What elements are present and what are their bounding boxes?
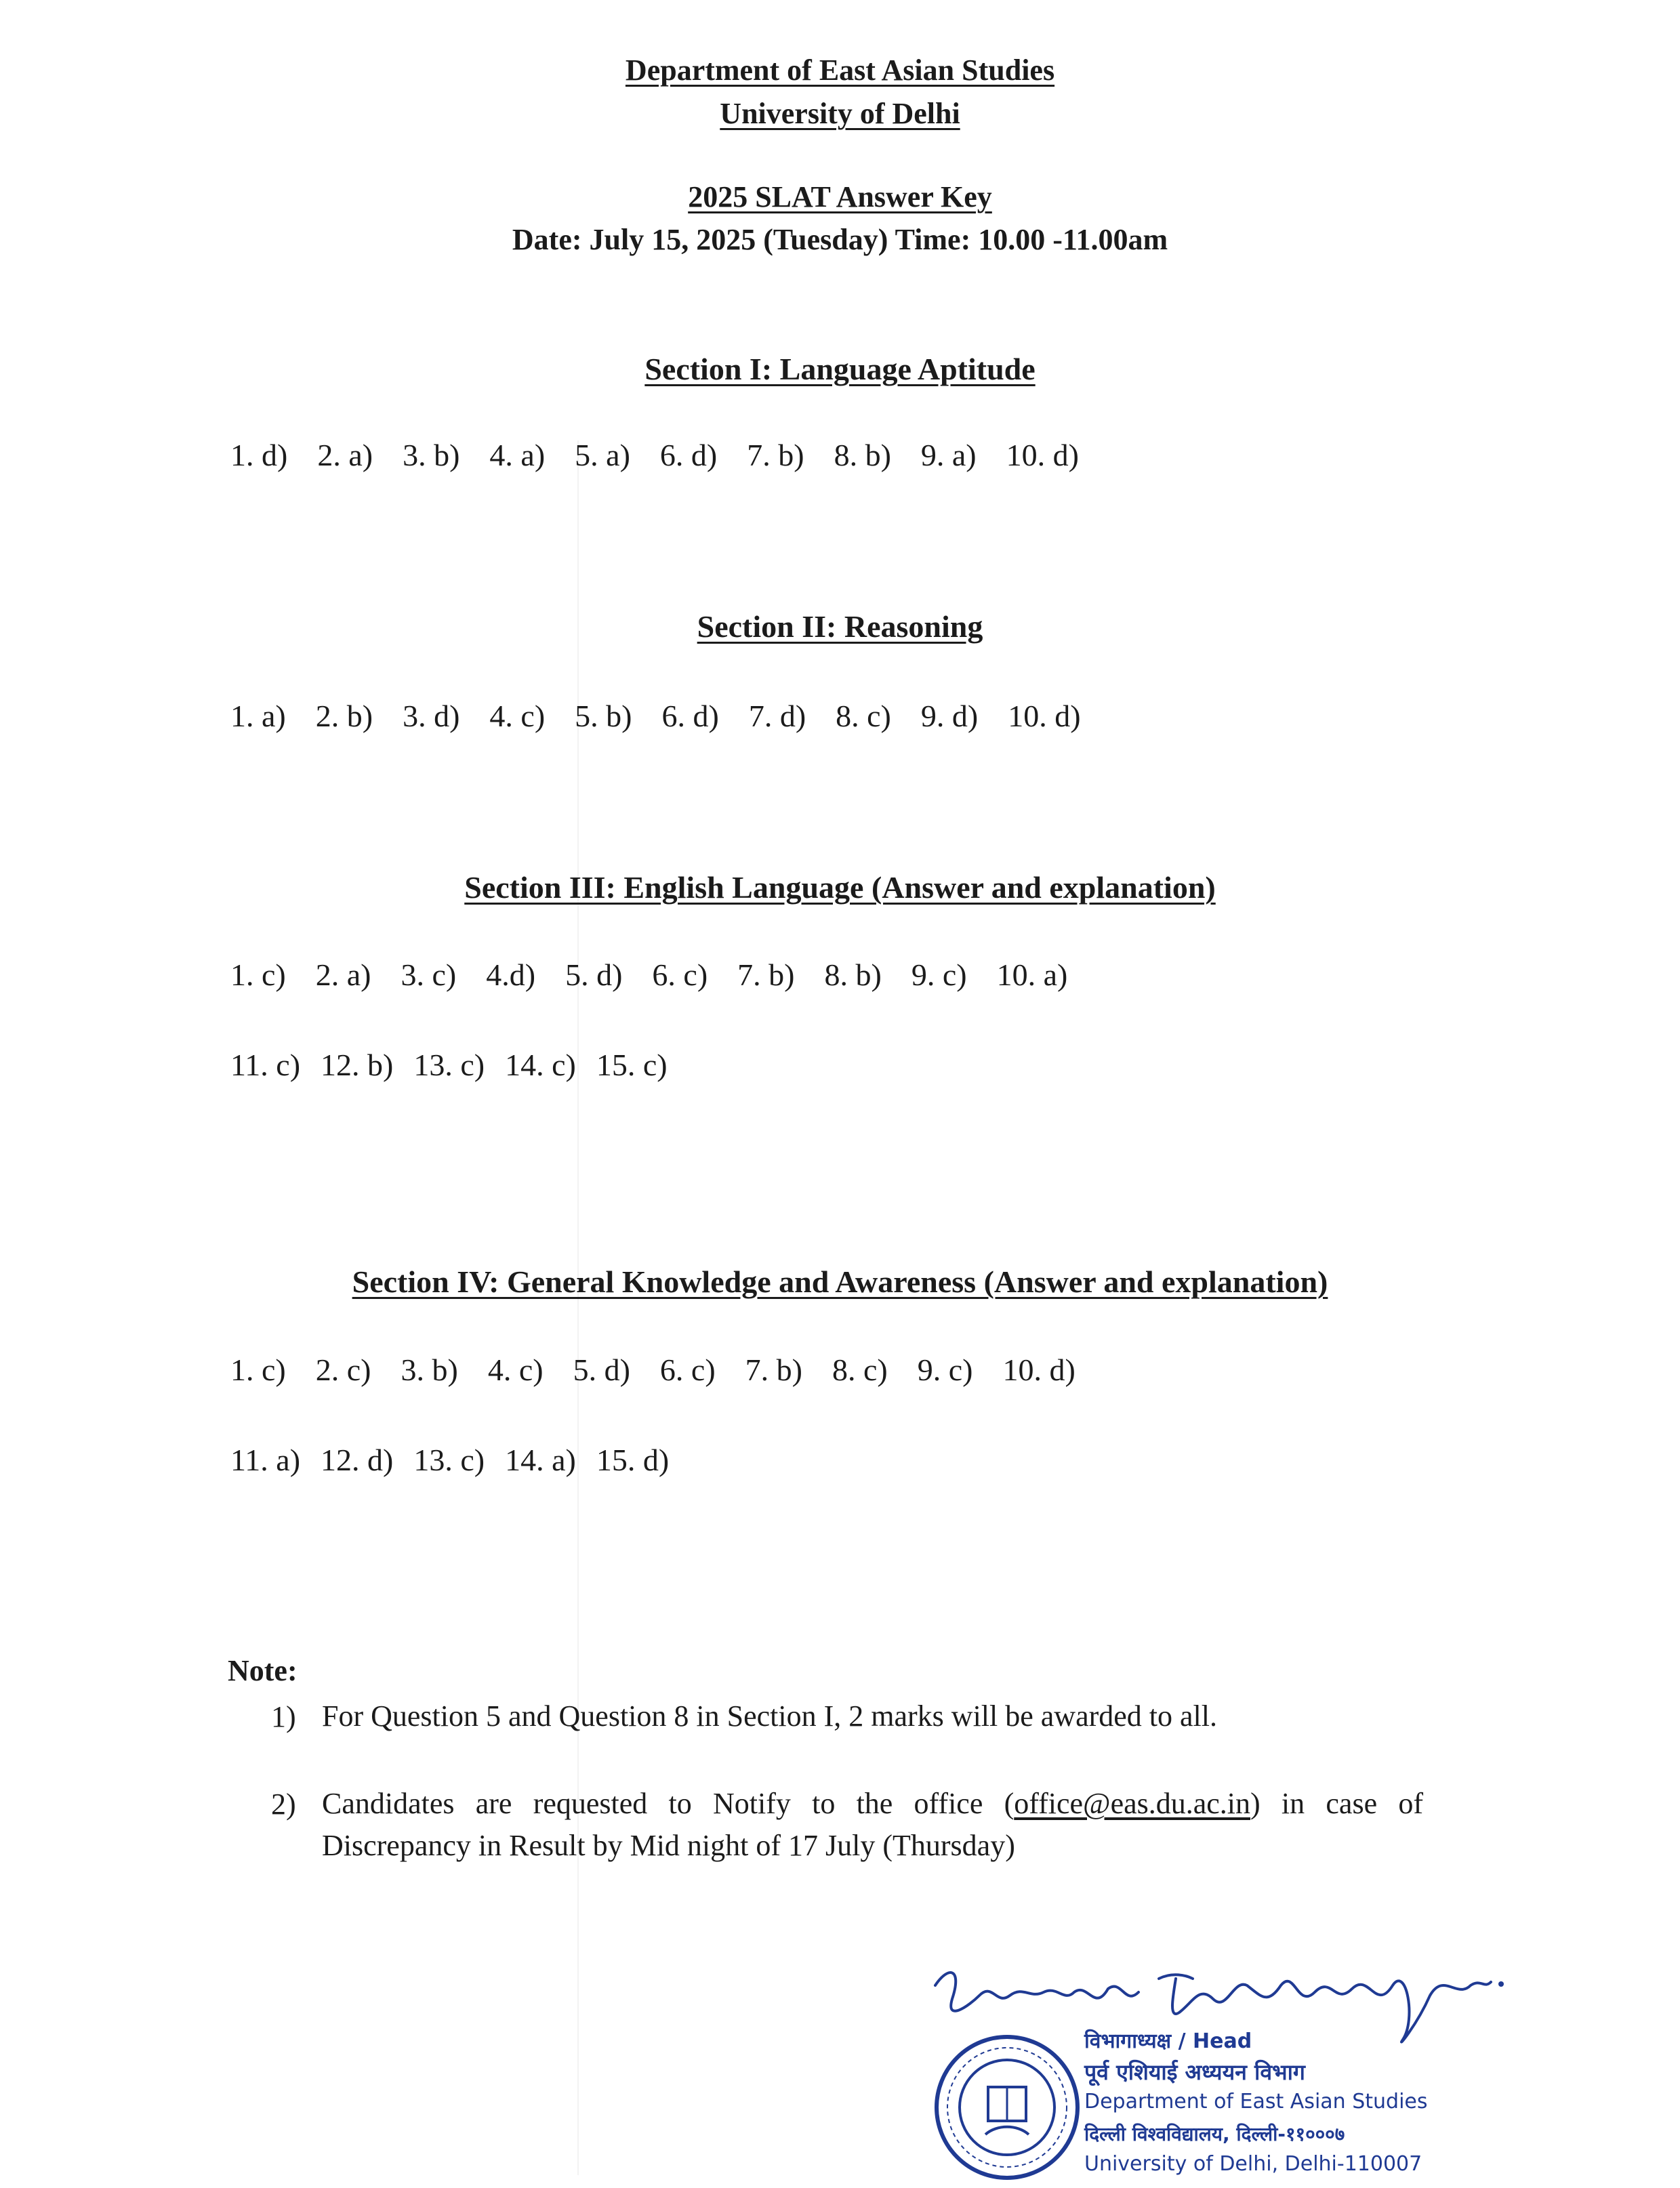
answer: 2. b): [315, 699, 373, 733]
section-3-answers-row-2: [230, 1047, 668, 1083]
answer: 13. c): [413, 1443, 485, 1477]
university-heading: University of Delhi: [720, 97, 960, 130]
answer: 10. d): [1006, 438, 1079, 472]
note-item-number: 1): [271, 1700, 296, 1733]
stamp-head: विभागाध्यक्ष / Head: [1084, 2029, 1252, 2053]
answer: 4. c): [487, 1353, 544, 1387]
answer: 2. a): [317, 438, 373, 472]
answer: 1. c): [230, 957, 286, 992]
answer: 1. c): [230, 1353, 286, 1387]
section-3-title: Section III: English Language (Answer and explanation): [464, 870, 1216, 905]
answer: 10. a): [996, 957, 1068, 992]
answer: 3. b): [401, 1353, 458, 1387]
section-4-title: Section IV: General Knowledge and Awareness (Answer and explanation): [352, 1264, 1328, 1299]
note-label: Note:: [228, 1654, 298, 1687]
answer: 11. a): [230, 1443, 301, 1477]
answer: 6. c): [652, 957, 708, 992]
answer: 14. c): [505, 1048, 576, 1082]
answer: 11. c): [230, 1048, 301, 1082]
answer: 3. d): [403, 699, 460, 733]
department-heading: Department of East Asian Studies: [625, 54, 1055, 87]
section-4-answers-row-2: [230, 1442, 669, 1478]
answer: 6. c): [659, 1353, 716, 1387]
office-email-link[interactable]: office@eas.du.ac.in: [1014, 1787, 1251, 1820]
answer: 8. c): [832, 1353, 888, 1387]
answer: 5. d): [573, 1353, 630, 1387]
answer: 4. c): [489, 699, 546, 733]
section-2-title: Section II: Reasoning: [697, 609, 983, 644]
section-2-answers-row: [230, 698, 1081, 734]
answer: 3. c): [401, 957, 457, 992]
section-4-answers-row-1: [230, 1352, 1075, 1388]
university-seal: [933, 2033, 1082, 2182]
answer: 8. c): [836, 699, 891, 733]
section-1-answers-row: [230, 437, 1079, 473]
stamp-department-hindi: पूर्व एशियाई अध्ययन विभाग: [1084, 2059, 1305, 2085]
answer: 8. b): [834, 438, 891, 472]
answer: 15. c): [596, 1048, 668, 1082]
answer: 6. d): [661, 699, 719, 733]
note-item-text: For Question 5 and Question 8 in Section I, 2 marks will be awarded to all.: [322, 1699, 1217, 1733]
answer: 6. d): [659, 438, 718, 472]
answer: 10. d): [1008, 699, 1081, 733]
stamp-university-english: University of Delhi, Delhi-110007: [1084, 2152, 1422, 2176]
answer: 13. c): [413, 1048, 485, 1082]
answer: 12. d): [321, 1443, 394, 1477]
answer: 9. d): [920, 699, 979, 733]
answer: 1. a): [230, 699, 286, 733]
answer: 4.d): [486, 957, 536, 992]
answer: 9. c): [917, 1353, 973, 1387]
answer: 5. a): [575, 438, 630, 472]
section-3-answers-row-1: [230, 957, 1067, 993]
answer: 14. a): [505, 1443, 576, 1477]
answer: 7. b): [745, 1353, 802, 1387]
answer: 2. c): [315, 1353, 371, 1387]
answer: 5. b): [575, 699, 632, 733]
answer: 15. d): [596, 1443, 670, 1477]
answer: 1. d): [230, 438, 288, 472]
answer: 7. d): [748, 699, 806, 733]
note-text-before: Candidates are requested to Notify to the office (: [322, 1787, 1015, 1820]
answer: 7. b): [737, 957, 795, 992]
exam-datetime: Date: July 15, 2025 (Tuesday) Time: 10.00 -11.00am: [512, 223, 1168, 256]
answer: 9. c): [911, 957, 967, 992]
note-text-after: ) in case of Discrepancy in Result by Mid night of 17 July (Thursday): [322, 1787, 1423, 1862]
answer: 4. a): [489, 438, 546, 472]
answer: 5. d): [565, 957, 623, 992]
answer: 7. b): [747, 438, 804, 472]
document-title: 2025 SLAT Answer Key: [688, 180, 992, 213]
answer: 10. d): [1002, 1353, 1075, 1387]
answer: 2. a): [315, 957, 371, 992]
answer: 12. b): [321, 1048, 394, 1082]
stamp-university-hindi: दिल्ली विश्वविद्यालय, दिल्ली-११०००७: [1084, 2123, 1345, 2145]
note-item-number: 2): [271, 1788, 296, 1821]
note-item-text: [322, 1783, 1423, 1867]
answer: 3. b): [403, 438, 460, 472]
stamp-department-english: Department of East Asian Studies: [1084, 2090, 1428, 2113]
section-1-title: Section I: Language Aptitude: [644, 352, 1036, 386]
answer: 8. b): [824, 957, 882, 992]
answer: 9. a): [920, 438, 977, 472]
